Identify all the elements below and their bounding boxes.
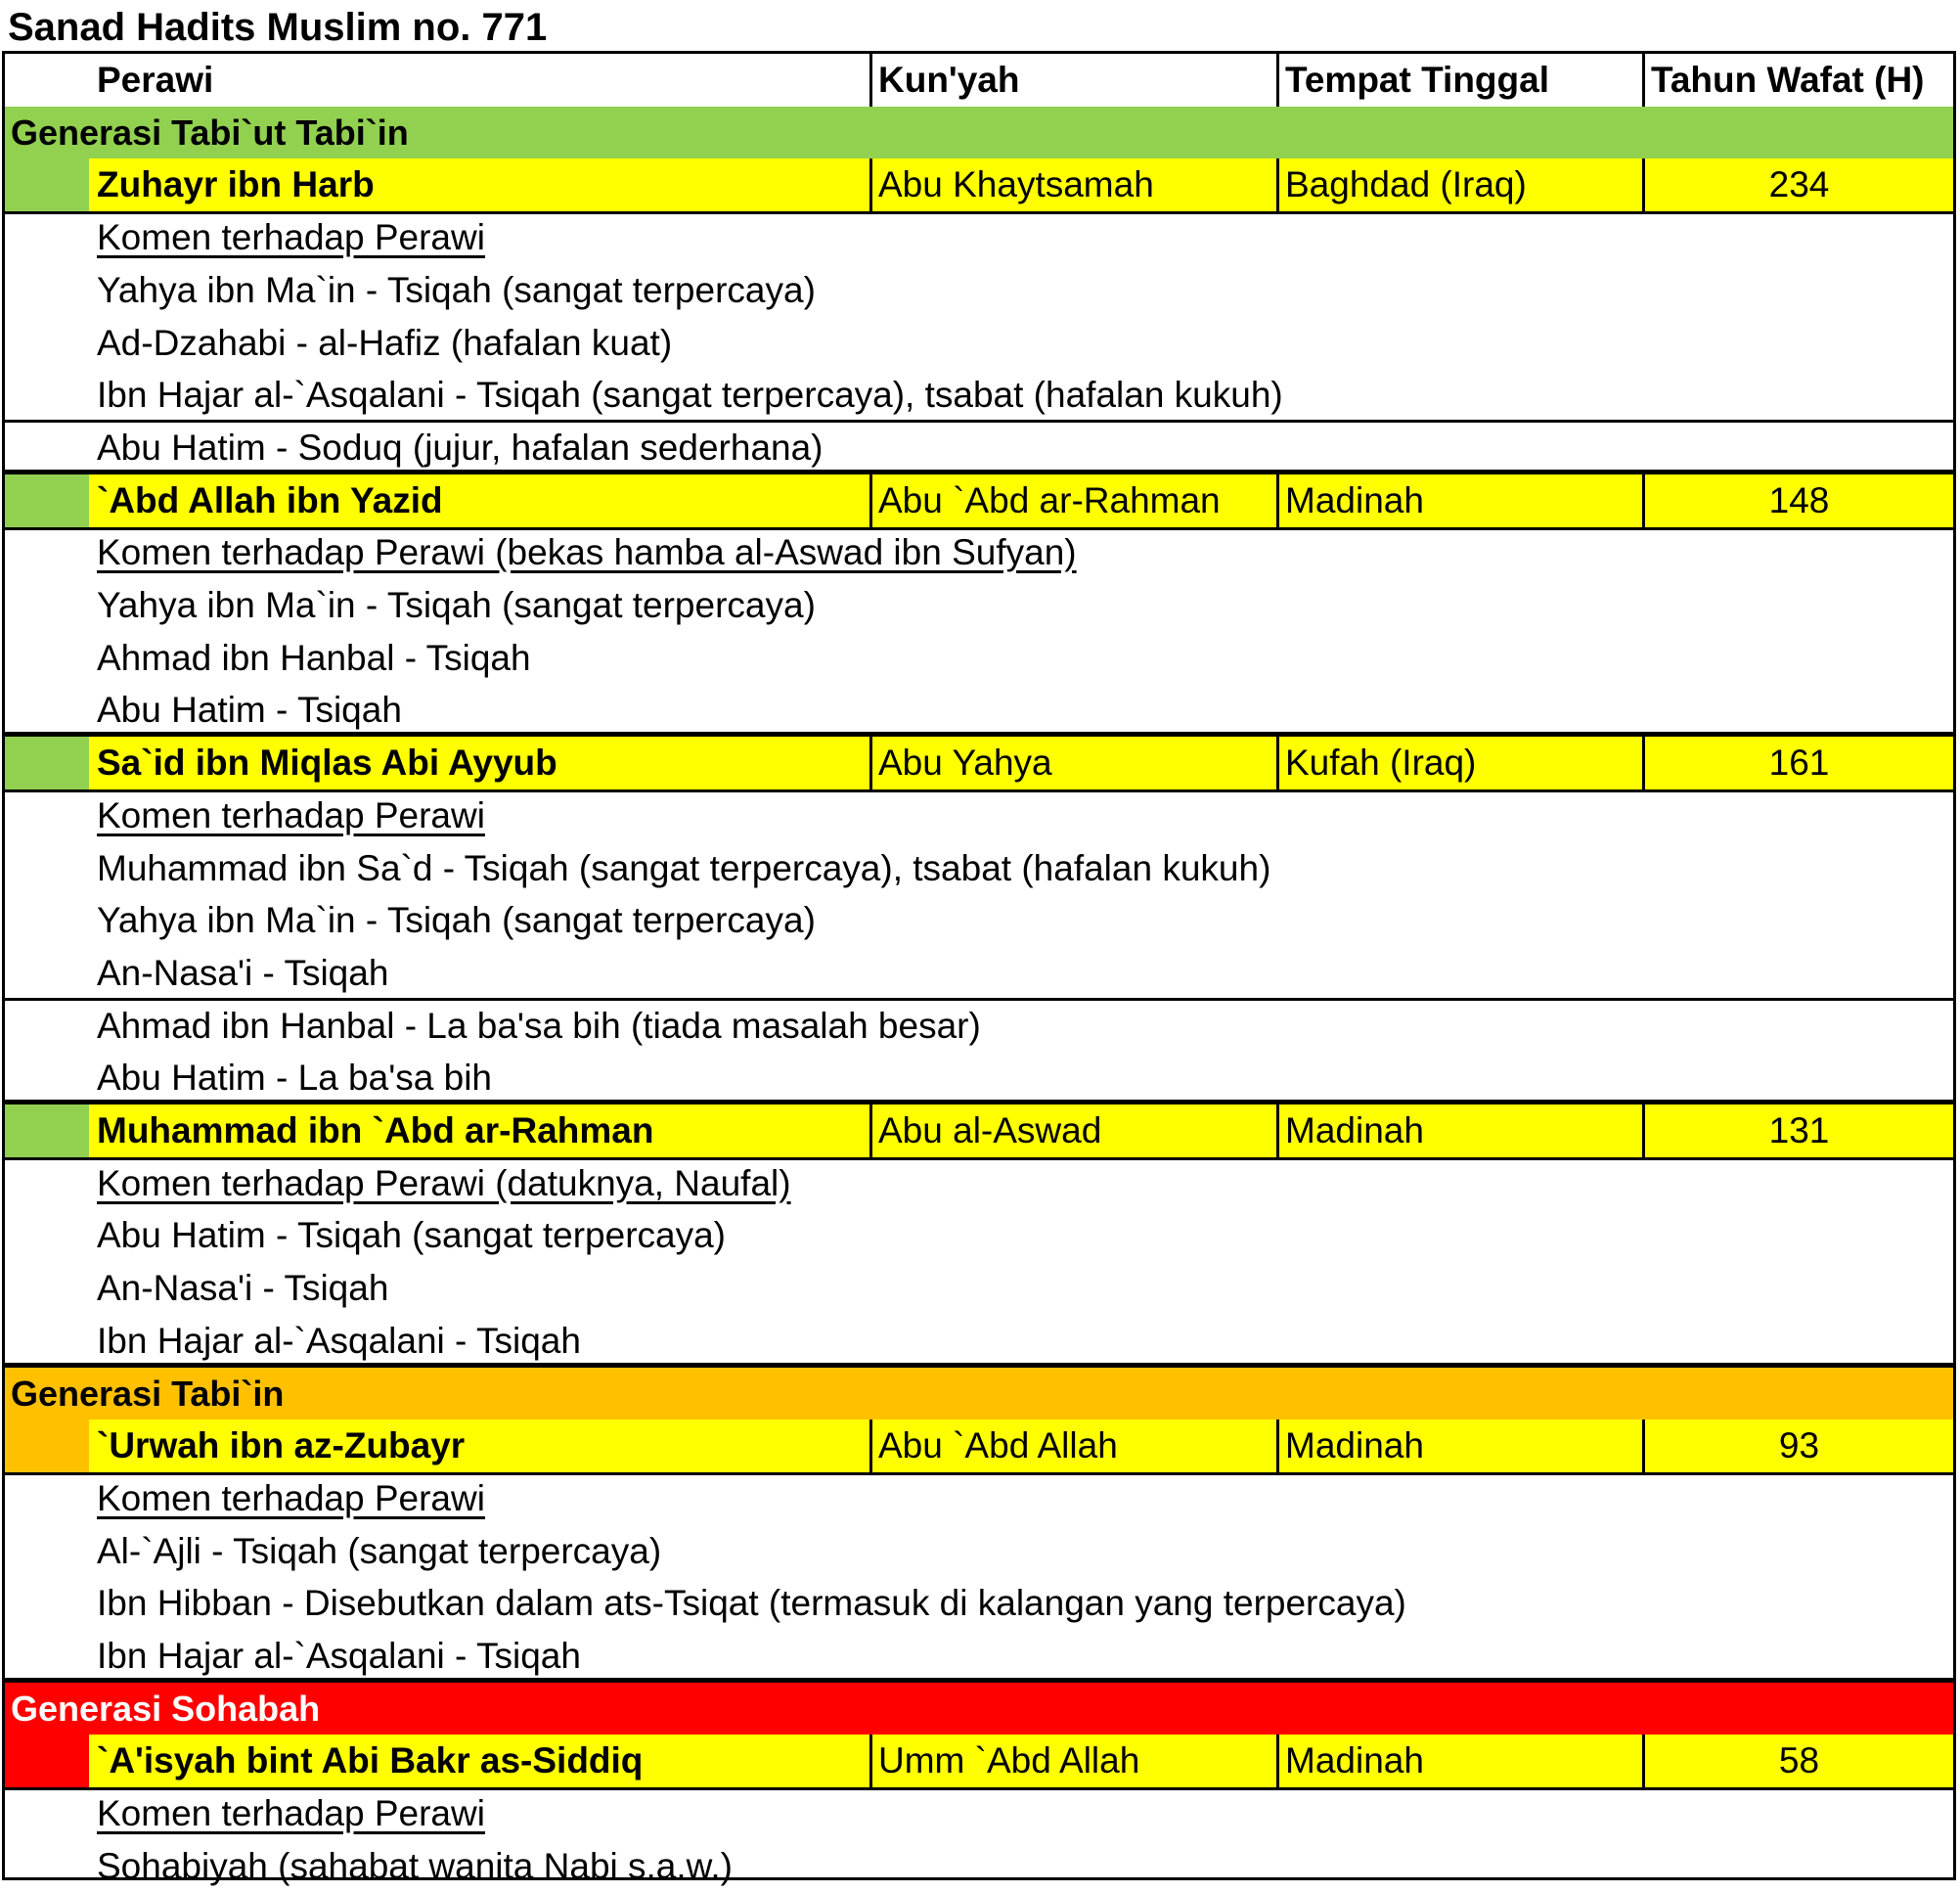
generation-label: Generasi Sohabah <box>11 1688 321 1729</box>
comment-text: Yahya ibn Ma`in - Tsiqah (sangat terpercaya) <box>97 900 816 941</box>
comment-row <box>5 1840 1953 1893</box>
comment-text: Ahmad ibn Hanbal - Tsiqah <box>97 637 531 678</box>
generation-label: Generasi Tabi`ut Tabi`in <box>11 112 409 153</box>
hadith-chain-table <box>2 51 1956 1886</box>
comment-text: An-Nasa'i - Tsiqah <box>97 952 389 993</box>
narrator-death-year-cell <box>1642 474 1953 527</box>
comment-text: Ibn Hajar al-`Asqalani - Tsiqah <box>97 1320 581 1361</box>
comment-row <box>5 684 1953 737</box>
comment-row <box>5 1630 1953 1683</box>
generation-row <box>5 107 1953 162</box>
comment-cell <box>89 422 1953 474</box>
comment-row <box>5 317 1953 370</box>
generation-label-cell <box>5 107 1953 159</box>
narrator-row <box>5 1735 1953 1790</box>
narrator-residence: Madinah <box>1285 1425 1424 1466</box>
generation-color-marker <box>5 158 89 211</box>
comment-text: An-Nasa'i - Tsiqah <box>97 1268 389 1309</box>
generation-label: Generasi Tabi`in <box>11 1373 285 1414</box>
comment-text: Abu Hatim - Tsiqah (sangat terpercaya) <box>97 1215 727 1256</box>
comment-row <box>5 422 1953 474</box>
comment-cell <box>89 1262 1953 1315</box>
comment-cell <box>89 632 1953 685</box>
header-kunyah <box>869 54 1276 107</box>
comment-heading-cell <box>89 526 1953 579</box>
narrator-name-cell <box>89 158 869 211</box>
comment-heading: Komen terhadap Perawi <box>97 794 485 835</box>
header-kunyah-label: Kun'yah <box>878 60 1020 100</box>
narrator-kunyah-cell <box>869 1104 1276 1157</box>
comment-cell <box>89 1000 1953 1053</box>
narrator-death-year-cell <box>1642 737 1953 789</box>
generation-color-marker <box>5 1735 89 1787</box>
narrator-residence: Madinah <box>1285 479 1424 520</box>
narrator-name-cell <box>89 1104 869 1157</box>
comment-heading: Komen terhadap Perawi <box>97 217 485 258</box>
comment-text: Abu Hatim - Tsiqah <box>97 690 402 731</box>
narrator-residence: Kufah (Iraq) <box>1285 743 1477 784</box>
comment-cell <box>89 947 1953 1000</box>
generation-row <box>5 1683 1953 1738</box>
narrator-name-cell <box>89 1735 869 1787</box>
comment-text: Yahya ibn Ma`in - Tsiqah (sangat terpercaya) <box>97 269 816 310</box>
comment-row <box>5 947 1953 1000</box>
comment-cell <box>89 1840 1953 1893</box>
comment-row <box>5 579 1953 632</box>
narrator-kunyah-cell <box>869 1735 1276 1787</box>
header-tempat <box>1276 54 1642 107</box>
comment-cell <box>89 1630 1953 1683</box>
comment-row <box>5 1262 1953 1315</box>
narrator-death-year: 131 <box>1768 1110 1830 1150</box>
narrator-residence: Baghdad (Iraq) <box>1285 164 1527 205</box>
comment-heading-cell <box>89 1787 1953 1840</box>
comment-cell <box>89 579 1953 632</box>
comment-heading-cell <box>89 789 1953 842</box>
narrator-residence-cell <box>1276 474 1642 527</box>
narrator-death-year: 148 <box>1768 479 1830 520</box>
comment-row <box>5 1000 1953 1053</box>
narrator-kunyah: Umm `Abd Allah <box>878 1740 1140 1781</box>
comment-text: Muhammad ibn Sa`d - Tsiqah (sangat terpercaya), tsabat (hafalan kukuh) <box>97 847 1271 888</box>
narrator-kunyah: Abu `Abd ar-Rahman <box>878 479 1221 520</box>
header-row <box>5 54 1953 110</box>
comment-cell <box>89 1209 1953 1262</box>
narrator-death-year: 161 <box>1768 743 1830 784</box>
comment-row <box>5 632 1953 685</box>
comment-text: Ibn Hajar al-`Asqalani - Tsiqah (sangat terpercaya), tsabat (hafalan kukuh) <box>97 375 1283 416</box>
header-tahun <box>1642 54 1953 107</box>
comment-heading-cell <box>89 1157 1953 1210</box>
comment-row <box>5 1209 1953 1262</box>
narrator-kunyah: Abu Yahya <box>878 743 1052 784</box>
narrator-death-year-cell <box>1642 158 1953 211</box>
comment-text: Abu Hatim - Soduq (jujur, hafalan sederhana) <box>97 427 824 468</box>
narrator-death-year-cell <box>1642 1735 1953 1787</box>
narrator-residence: Madinah <box>1285 1110 1424 1150</box>
narrator-kunyah: Abu al-Aswad <box>878 1110 1102 1150</box>
narrator-name: `Urwah ibn az-Zubayr <box>97 1425 466 1466</box>
generation-row <box>5 1368 1953 1423</box>
comment-text: Yahya ibn Ma`in - Tsiqah (sangat terpercaya) <box>97 585 816 625</box>
narrator-residence-cell <box>1276 1420 1642 1472</box>
narrator-name: `Abd Allah ibn Yazid <box>97 479 443 520</box>
header-tempat-label: Tempat Tinggal <box>1285 60 1549 100</box>
narrator-death-year: 58 <box>1778 1740 1820 1781</box>
comment-heading-row <box>5 526 1953 579</box>
comment-cell <box>89 264 1953 317</box>
narrator-residence-cell <box>1276 737 1642 789</box>
header-perawi-label: Perawi <box>97 60 214 100</box>
comment-text: Sohabiyah (sahabat wanita Nabi s.a.w.) <box>97 1845 733 1886</box>
comment-cell <box>89 317 1953 370</box>
comment-cell <box>89 1525 1953 1578</box>
narrator-kunyah: Abu Khaytsamah <box>878 164 1154 205</box>
narrator-row <box>5 158 1953 214</box>
comment-heading-row <box>5 211 1953 264</box>
comment-heading-row <box>5 1157 1953 1210</box>
narrator-kunyah: Abu `Abd Allah <box>878 1425 1118 1466</box>
comment-cell <box>89 1577 1953 1630</box>
narrator-name-cell <box>89 737 869 789</box>
comment-heading: Komen terhadap Perawi (datuknya, Naufal) <box>97 1162 791 1203</box>
header-perawi <box>89 54 869 107</box>
comment-heading: Komen terhadap Perawi <box>97 1477 485 1518</box>
comment-text: Ahmad ibn Hanbal - La ba'sa bih (tiada masalah besar) <box>97 1005 981 1046</box>
narrator-name: Muhammad ibn `Abd ar-Rahman <box>97 1110 654 1150</box>
narrator-residence-cell <box>1276 1104 1642 1157</box>
comment-text: Al-`Ajli - Tsiqah (sangat terpercaya) <box>97 1530 662 1571</box>
generation-color-marker <box>5 1420 89 1472</box>
comment-cell <box>89 1315 1953 1368</box>
narrator-row <box>5 474 1953 530</box>
narrator-row <box>5 1104 1953 1160</box>
narrator-kunyah-cell <box>869 1420 1276 1472</box>
comment-heading-row <box>5 1472 1953 1525</box>
generation-color-marker <box>5 1104 89 1157</box>
comment-row <box>5 842 1953 895</box>
comment-heading: Komen terhadap Perawi <box>97 1793 485 1834</box>
narrator-kunyah-cell <box>869 474 1276 527</box>
header-tahun-label: Tahun Wafat (H) <box>1651 60 1925 100</box>
comment-row <box>5 1315 1953 1368</box>
narrator-residence: Madinah <box>1285 1740 1424 1781</box>
comment-text: Ibn Hibban - Disebutkan dalam ats-Tsiqat (termasuk di kalangan yang terpercaya) <box>97 1583 1406 1624</box>
narrator-name: Sa`id ibn Miqlas Abi Ayyub <box>97 743 557 784</box>
comment-row <box>5 264 1953 317</box>
narrator-death-year: 234 <box>1768 164 1830 205</box>
comment-row <box>5 369 1953 422</box>
comment-cell <box>89 369 1953 422</box>
comment-heading-cell <box>89 1472 1953 1525</box>
comment-heading-row <box>5 789 1953 842</box>
comment-text: Ad-Dzahabi - al-Hafiz (hafalan kuat) <box>97 322 673 363</box>
narrator-kunyah-cell <box>869 158 1276 211</box>
narrator-row <box>5 1420 1953 1475</box>
narrator-death-year-cell <box>1642 1104 1953 1157</box>
generation-color-marker <box>5 737 89 789</box>
comment-row <box>5 1577 1953 1630</box>
narrator-name: `A'isyah bint Abi Bakr as-Siddiq <box>97 1740 644 1781</box>
generation-color-marker <box>5 474 89 527</box>
narrator-kunyah-cell <box>869 737 1276 789</box>
narrator-residence-cell <box>1276 158 1642 211</box>
narrator-row <box>5 737 1953 792</box>
comment-cell <box>89 894 1953 947</box>
narrator-name: Zuhayr ibn Harb <box>97 164 375 205</box>
comment-row <box>5 894 1953 947</box>
generation-label-cell <box>5 1683 1953 1735</box>
comment-row <box>5 1525 1953 1578</box>
generation-label-cell <box>5 1368 1953 1420</box>
comment-heading-cell <box>89 211 1953 264</box>
narrator-death-year: 93 <box>1778 1425 1820 1466</box>
comment-heading: Komen terhadap Perawi (bekas hamba al-Aswad ibn Sufyan) <box>97 532 1077 573</box>
comment-cell <box>89 1052 1953 1104</box>
comment-text: Ibn Hajar al-`Asqalani - Tsiqah <box>97 1636 581 1676</box>
comment-cell <box>89 684 1953 737</box>
header-gutter-cell <box>5 54 89 107</box>
comment-row <box>5 1052 1953 1104</box>
comment-heading-row <box>5 1787 1953 1840</box>
narrator-death-year-cell <box>1642 1420 1953 1472</box>
narrator-name-cell <box>89 474 869 527</box>
narrator-name-cell <box>89 1420 869 1472</box>
sheet-title: Sanad Hadits Muslim no. 771 <box>8 6 548 49</box>
comment-cell <box>89 842 1953 895</box>
comment-text: Abu Hatim - La ba'sa bih <box>97 1058 493 1099</box>
narrator-residence-cell <box>1276 1735 1642 1787</box>
